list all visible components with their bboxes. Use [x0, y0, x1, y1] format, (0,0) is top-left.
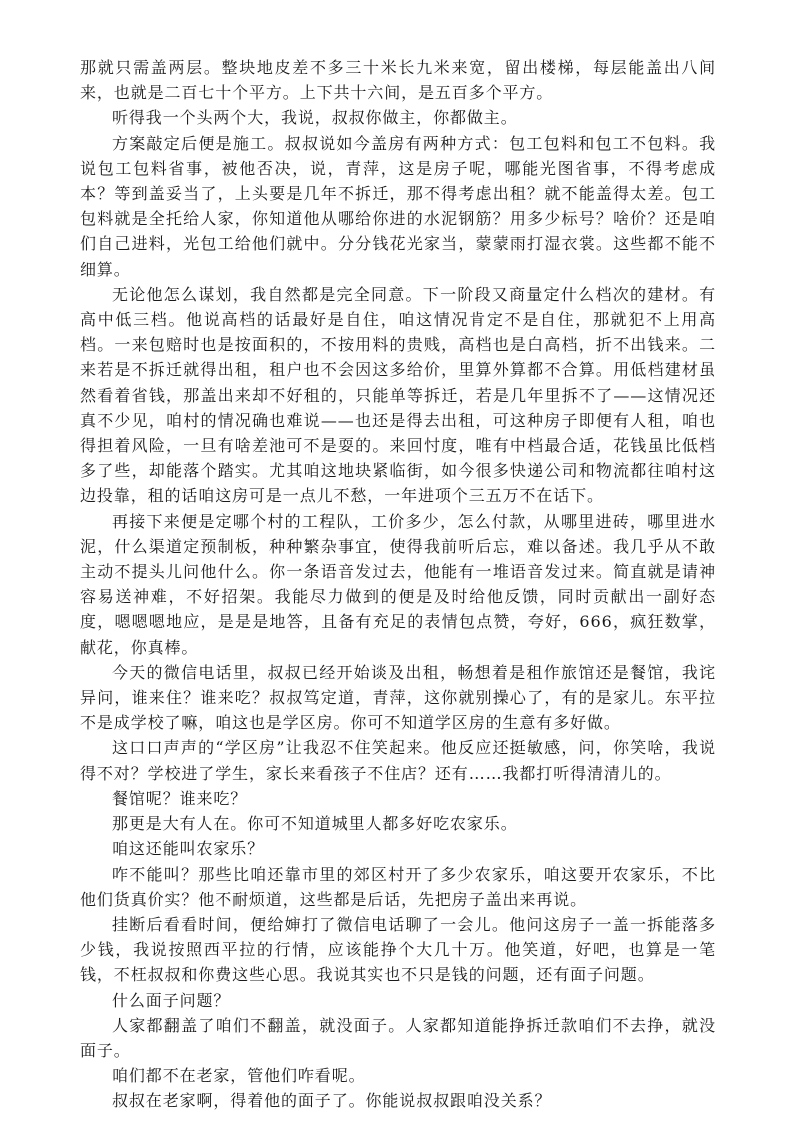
dialogue-line: 那更是大有人在。你可不知道城里人都多好吃农家乐。 — [112, 814, 518, 834]
paragraph: 听得我一个头两个大，我说，叔叔你做主，你都做主。 — [112, 108, 518, 128]
paragraph: 这口口声声的“学区房”让我忍不住笑起来。他反应还挺敏感，问，你笑啥，我说得不对？学校进了学生，家长来看孩子不住店？还有……我都打听得清清儿的。 — [80, 738, 716, 783]
paragraph: 挂断后看看时间，便给婶打了微信电话聊了一会儿。他问这房子一盖一拆能落多少钱，我说按照西平拉的行情，应该能挣个大几十万。他笑道，好吧，也算是一笔钱，不枉叔叔和你费这些心思。我说其实也不只是钱的问题，还有面子问题。 — [80, 914, 716, 985]
paragraph: 今天的微信电话里，叔叔已经开始谈及出租，畅想着是租作旅馆还是餐馆，我诧异问，谁来住？谁来吃？叔叔笃定道，青萍，这你就别操心了，有的是家儿。东平拉不是成学校了嘛，咱这也是学区房。你可不知道学区房的生意有多好做。 — [80, 662, 716, 733]
dialogue-line: 咱这还能叫农家乐？ — [112, 839, 265, 859]
dialogue-line: 咱们都不在老家，管他们咋看呢。 — [112, 1066, 366, 1086]
paragraph: 再接下来便是定哪个村的工程队，工价多少，怎么付款，从哪里进砖，哪里进水泥，什么渠道定预制板，种种繁杂事宜，使得我前听后忘，难以备述。我几乎从不敢主动不提头儿问他什么。你一条语音发过去，他能有一堆语音发过来。简直就是请神容易送神难，不好招架。我能尽力做到的便是及时给他反馈，同时贡献出一副好态度，嗯嗯嗯地应，是是是地答，且备有充足的表情包点赞，夸好，666，疯狂数掌，献花，你真棒。 — [80, 511, 716, 657]
dialogue-line: 什么面子问题？ — [112, 990, 231, 1010]
paragraph: 咋不能叫？那些比咱还靠市里的郊区村开了多少农家乐，咱这要开农家乐，不比他们货真价实？他不耐烦道，这些都是后话，先把房子盖出来再说。 — [80, 864, 716, 909]
dialogue-line: 餐馆呢？谁来吃？ — [112, 788, 248, 808]
paragraph: 方案敲定后便是施工。叔叔说如今盖房有两种方式：包工包料和包工不包料。我说包工包料省事，被他否决，说，青萍，这是房子呢，哪能光图省事，不得考虑成本？等到盖妥当了，上头要是几年不拆迁，那不得考虑出租？就不能盖得太差。包工包料就是全托给人家，你知道他从哪给你进的水泥钢筋？用多少标号？啥价？还是咱们自己进料，光包工给他们就中。分分钱花光家当，蒙蒙雨打湿衣裳。这些都不能不细算。 — [80, 133, 716, 279]
document-page — [80, 55, 716, 1114]
paragraph-continuation: 那就只需盖两层。整块地皮差不多三十米长九米来宽，留出楼梯，每层能盖出八间来，也就是二百七十个平方。上下共十六间，是五百多个平方。 — [80, 58, 716, 103]
dialogue-line: 叔叔在老家啊，得着他的面子了。你能说叔叔跟咱没关系？ — [112, 1091, 552, 1111]
dialogue-line: 人家都翻盖了咱们不翻盖，就没面子。人家都知道能挣拆迁款咱们不去挣，就没面子。 — [80, 1015, 716, 1060]
paragraph: 无论他怎么谋划，我自然都是完全同意。下一阶段又商量定什么档次的建材。有高中低三档。他说高档的话最好是自住，咱这情况肯定不是自住，那就犯不上用高档。一来包赔时也是按面积的，不按用料的贵贱，高档也是白高档，折不出钱来。二来若是不拆迁就得出租，租户也不会因这多给价，里算外算都不合算。用低档建材虽然看着省钱，那盖出来却不好租的，只能单等拆迁，若是几年里拆不了——这情况还真不少见，咱村的情况确也难说——也还是得去出租，可这种房子即便有人租，咱也得担着风险，一旦有啥差池可不是耍的。来回忖度，唯有中档最合适，花钱虽比低档多了些，却能落个踏实。尤其咱这地块紧临街，如今很多快递公司和物流都往咱村这边投靠，租的话咱这房可是一点儿不愁，一年进项个三五万不在话下。 — [80, 284, 716, 506]
